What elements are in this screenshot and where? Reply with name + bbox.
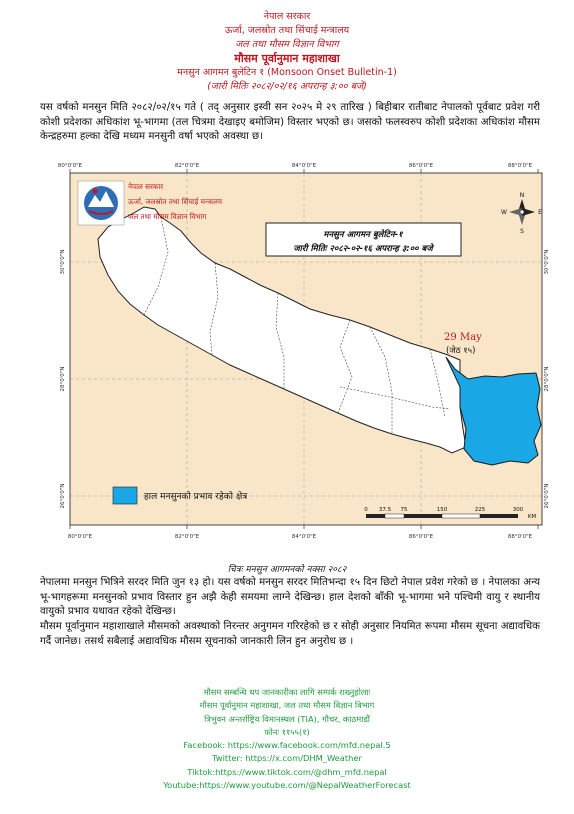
onset-paragraph: नेपालमा मनसुन भित्रिने सरदर मिति जुन १३ हो। यस वर्षको मनसुन सरदर मितिभन्दा १५ दिन छिटो नेपाल प्रवेश गरेको छ । नेपालका अन्य भू-भागहरूमा मनसुनको प्रभाव विस्तार हुन अझै केही समयमा लाग्ने देखिन्छ। हाल देशको बाँकी भू-भागमा भने पश्चिमी वायु र स्थानीय वायुको प्रभाव यथावत रहेको देखिन्छ। <box>40 577 540 617</box>
lon-label-bottom-1: 80°0'0"E <box>67 534 93 540</box>
scale-label-0: 0 <box>364 507 368 513</box>
ministry-name: ऊर्जा, जलस्रोत तथा सिंचाई मन्त्रालय <box>224 25 350 36</box>
scale-unit: KM <box>527 514 537 520</box>
department-logo <box>78 181 124 225</box>
lon-label-top-2: 82°0'0"E <box>174 163 200 169</box>
lon-label-top-4: 86°0'0"E <box>408 163 434 169</box>
lon-label-bottom-2: 82°0'0"E <box>174 534 200 540</box>
lon-label-bottom-3: 84°0'0"E <box>291 534 317 540</box>
intro-paragraph: यस वर्षको मनसुन मिति २०८२/०२/१५ गते ( तद् अनुसार इस्वी सन २०२५ मे २९ तारिख ) बिहीबार रातीबाट नेपालको पूर्वबाट प्रवेश गरी कोशी प्रदेशका अधिकांश भू-भागमा (तल चित्रमा देखाइए बमोजिम) विस्तार भएको छ। जसको फलस्वरुप कोशी प्रदेशका अधिकांश मौसम केन्द्रहरुमा हल्का देखि मध्यम मनसुनी वर्षा भएको अवस्था छ। <box>40 102 540 142</box>
facebook-link[interactable]: Facebook: https://www.facebook.com/mfd.nepal.5 <box>183 740 391 751</box>
contact-phone: फोनः ११५५(१) <box>264 726 310 737</box>
contact-office: मौसम पूर्वानुमान महाशाखा, जल तथा मौसम विज्ञान विभाग <box>199 700 375 711</box>
government-name: नेपाल सरकार <box>263 11 311 22</box>
scale-label-5: 300 <box>512 507 524 513</box>
lon-label-bottom-5: 88°0'0"E <box>507 534 533 540</box>
legend-label: हाल मनसुनको प्रभाव रहेको क्षेत्र <box>144 492 248 502</box>
scale-label-1: 37.5 <box>378 507 392 513</box>
tiktok-link[interactable]: Tiktok:https://www.tiktok.com/@dhm_mfd.nepal <box>187 766 387 777</box>
logo-line-3: जल तथा मौसम विज्ञान विभाग <box>128 212 207 221</box>
onset-date-label: 29 May <box>444 332 482 343</box>
contact-intro: मौसम सम्बन्धि थप जानकारीका लागि सम्पर्क राख्नुहोलाः <box>203 687 371 697</box>
map-title-line-1: मनसुन आगमन बुलेटिन-१ <box>323 230 403 240</box>
logo-line-2: ऊर्जा, जलस्रोत तथा सिंचाई मन्त्रालय <box>128 197 223 206</box>
scale-label-2: 75 <box>400 507 408 513</box>
monitoring-paragraph: मौसम पूर्वानुमान महाशाखाले मौसमको अवस्थाको निरन्तर अनुगमन गरिरहेको छ र सोही अनुसार नियमित रूपमा मौसम सूचना अद्यावधिक गर्दै जानेछ। तसर्थ सबैलाई अद्यावधिक मौसम सूचनाको जानकारी लिन हुन अनुरोध छ । <box>40 621 540 647</box>
youtube-link[interactable]: Youtube:https://www.youtube.com/@NepalWeatherForecast <box>163 780 411 791</box>
lon-label-top-1: 80°0'0"E <box>57 163 83 169</box>
lat-label-right-3: 26°0'0"N <box>544 483 550 509</box>
map-title-line-2: जारी मितिः २०८२-०२-१६ अपरान्ह ३:०० बजे <box>293 244 433 254</box>
lat-label-left-3: 26°0'0"N <box>60 483 66 509</box>
compass-w: W <box>501 209 507 216</box>
lon-label-bottom-4: 86°0'0"E <box>408 534 434 540</box>
lat-label-right-1: 30°0'0"N <box>544 249 550 275</box>
map-caption: चित्रः मनसुन आगमनको नक्सा २०८२ <box>227 565 347 575</box>
contact-block <box>0 686 574 792</box>
compass-s: S <box>520 228 524 235</box>
map-svg <box>40 157 550 555</box>
lat-label-right-2: 28°0'0"N <box>544 366 550 392</box>
contact-address: त्रिभुवन अन्तर्राष्ट्रिय विमानस्थल (TIA), गौचर, काठमाडौं <box>204 713 370 724</box>
department-name: जल तथा मौसम विज्ञान विभाग <box>235 39 339 50</box>
lon-label-top-3: 84°0'0"E <box>291 163 317 169</box>
lat-label-left-2: 28°0'0"N <box>60 366 66 392</box>
issue-date: (जारी मितिः २०८२/०२/१६ अपरान्ह ३:०० बजे) <box>207 81 367 92</box>
header <box>0 10 574 94</box>
bulletin-title: मनसुन आगमन बुलेटिन १ (Monsoon Onset Bulletin-1) <box>177 67 397 78</box>
twitter-link[interactable]: Twitter: https://x.com/DHM_Weather <box>212 753 362 764</box>
scale-label-4: 225 <box>474 507 486 513</box>
scale-label-3: 150 <box>436 507 448 513</box>
lat-label-left-1: 30°0'0"N <box>60 249 66 275</box>
office-name: मौसम पूर्वानुमान महाशाखा <box>234 52 340 65</box>
monsoon-map <box>40 157 550 555</box>
legend-swatch <box>113 487 137 504</box>
logo-line-1: नेपाल सरकार <box>128 182 164 191</box>
compass-e: E <box>538 209 542 216</box>
onset-date-label-np: (जेठ १५) <box>446 346 476 356</box>
compass-n: N <box>519 192 525 199</box>
lon-label-top-5: 88°0'0"E <box>507 163 533 169</box>
